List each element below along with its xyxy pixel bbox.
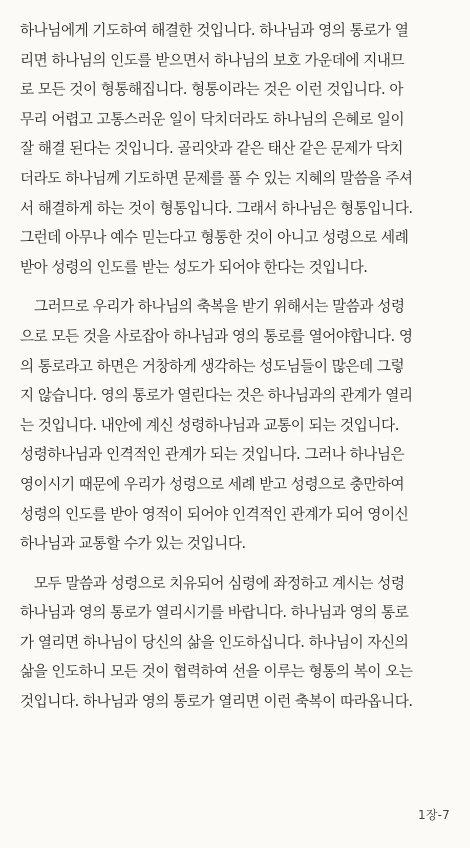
- text-line: 하나님에게 기도하여 해결한 것입니다. 하나님과 영의 통로가 열: [20, 22, 409, 39]
- text-line: 잘 해결 된다는 것입니다. 골리앗과 같은 태산 같은 문제가 닥치: [20, 140, 404, 158]
- body-text: [20, 16, 456, 717]
- paragraph-3: [20, 569, 456, 717]
- text-line: 삶을 인도하니 모든 것이 협력하여 선을 이루는 형통의 복이 오는: [20, 663, 413, 681]
- text-line: 서 해결하게 하는 것이 형통입니다. 그래서 하나님은 형통입니다.: [20, 199, 413, 217]
- text-line: 가 열리면 하나님이 당신의 삶을 인도하십니다. 하나님이 자신의: [20, 633, 409, 651]
- text-line: 영이시기 때문에 우리가 성령으로 세례 받고 성령으로 충만하여: [20, 475, 405, 493]
- paragraph-1: [20, 16, 456, 282]
- text-line: 으로 모든 것을 사로잡아 하나님과 영의 통로를 열어야합니다. 영: [20, 327, 413, 345]
- text-line: 성령하나님과 인격적인 관계가 되는 것입니다. 그러나 하나님은: [20, 446, 405, 464]
- text-line: 그러므로 우리가 하나님의 축복을 받기 위해서는 말씀과 성령: [34, 298, 405, 316]
- text-line: 는 것입니다. 내안에 계신 성령하나님과 교통이 되는 것입니다.: [20, 416, 399, 434]
- text-line: 하나님과 교통할 수가 있는 것입니다.: [20, 535, 246, 553]
- text-line: 리면 하나님의 인도를 받으면서 하나님의 보호 가운데에 지내므: [20, 51, 405, 69]
- text-line: 것입니다. 하나님과 영의 통로가 열리면 이런 축복이 따라옵니다.: [20, 693, 413, 711]
- text-line: 더라도 하나님께 기도하면 문제를 풀 수 있는 지혜의 말씀을 주셔: [20, 169, 413, 187]
- text-line: 지 않습니다. 영의 통로가 열린다는 것은 하나님과의 관계가 열리: [20, 387, 413, 405]
- paragraph-spacer: [20, 282, 456, 292]
- text-line: 받아 성령의 인도를 받는 성도가 되어야 한다는 것입니다.: [20, 258, 368, 276]
- text-line: 하나님과 영의 통로가 열리시기를 바랍니다. 하나님과 영의 통로: [20, 604, 409, 622]
- text-line: 무리 어렵고 고통스러운 일이 닥치더라도 하나님의 은혜로 일이: [20, 110, 405, 128]
- paragraph-2: [20, 292, 456, 558]
- text-line: 의 통로라고 하면은 거창하게 생각하는 성도님들이 많은데 그렇: [20, 357, 405, 375]
- paragraph-spacer: [20, 559, 456, 569]
- text-line: 로 모든 것이 형통해집니다. 형통이라는 것은 이런 것입니다. 아: [20, 81, 404, 99]
- text-line: 모두 말씀과 성령으로 치유되어 심령에 좌정하고 계시는 성령: [34, 574, 405, 592]
- text-line: 성령의 인도를 받아 영적이 되어야 인격적인 관계가 되어 영이신: [20, 505, 409, 523]
- text-line: 그런데 아무나 예수 믿는다고 형통한 것이 아니고 성령으로 세례: [20, 229, 409, 247]
- page-number: 1장-7: [418, 808, 450, 822]
